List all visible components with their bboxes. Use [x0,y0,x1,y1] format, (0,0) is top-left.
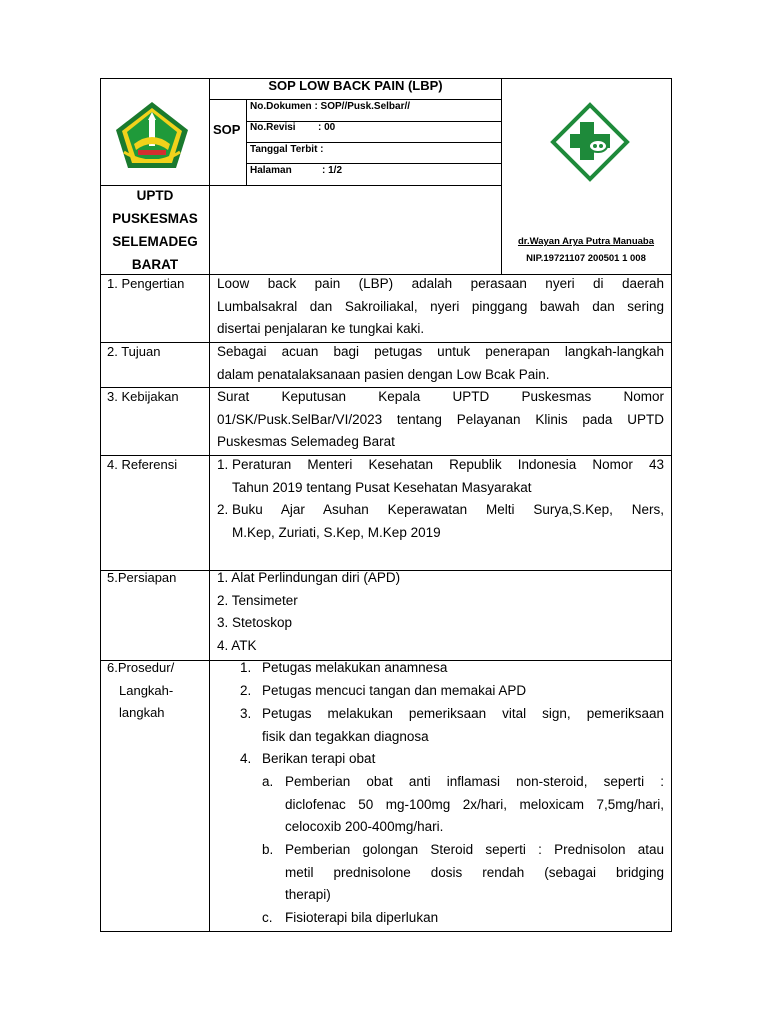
sop-label: SOP [213,122,241,137]
organization-name [100,184,210,276]
label-persiapan: 5.Persiapan [107,570,177,585]
label-line: Langkah- [119,682,174,698]
signer-nip: NIP.19721107 200501 1 008 [526,253,646,264]
puskesmas-logo [550,102,630,182]
text-line: Petugas melakukan anamnesa [262,660,448,675]
list-item: 3. Stetoskop [217,615,293,630]
halaman-value: : 1/2 [322,165,343,176]
substep-c [285,907,664,930]
halaman-label: Halaman [250,165,292,176]
table-border-bottom [100,931,672,932]
text-line: Lumbalsakral dan Sakroiliakal, nyeri pinggang bawah dan sering [217,298,664,314]
step-2 [262,680,664,703]
label-line: 6.Prosedur/ [107,660,175,675]
text-line: Petugas melakukan pemeriksaan vital sign, pemeriksaan [262,706,664,721]
text-line: dalam penatalaksanaan pasien dengan Low Bcak Pain. [217,366,550,382]
no-dokumen: No.Dokumen : SOP//Pusk.Selbar// [250,101,411,112]
no-revisi-value: : 00 [318,122,336,133]
list-item: 4. ATK [217,637,257,653]
referensi-num-2: 2. [217,502,229,517]
label-kebijakan: 3. Kebijakan [107,389,179,404]
step-4 [262,748,664,771]
label-prosedur [107,657,174,725]
text-line: therapi) [285,887,331,902]
table-border-right [671,78,672,932]
step-1 [262,657,664,680]
step-num-1: 1. [240,660,252,675]
text-pengertian [217,273,664,341]
title-underline [209,99,502,100]
label-pengertian: 1. Pengertian [107,276,185,291]
text-line: fisik dan tegakkan diagnosa [262,728,429,744]
tanggal-terbit: Tanggal Terbit : [250,144,324,155]
org-line: SELEMADEG [112,234,198,249]
meta-row-line-3 [246,163,502,164]
label-tujuan: 2. Tujuan [107,344,161,359]
step-num-3: 3. [240,706,252,721]
org-line: PUSKESMAS [112,211,198,226]
text-line: Loow back pain (LBP) adalah perasaan nyeri di daerah [217,276,664,291]
text-line: Tahun 2019 tentang Pusat Kesehatan Masyarakat [232,479,532,495]
step-num-2: 2. [240,683,252,698]
text-line: metil prednisolone dosis rendah (sebagai bridging [285,864,664,880]
text-line: Surat Keputusan Kepala UPTD Puskesmas Nomor [217,389,664,404]
step-num-4: 4. [240,751,252,766]
text-line: Peraturan Menteri Kesehatan Republik Indonesia Nomor 43 [232,457,664,472]
text-line: Berikan terapi obat [262,751,376,766]
substep-num-c: c. [262,910,273,925]
meta-row-line-2 [246,142,502,143]
no-revisi-label: No.Revisi [250,122,296,133]
text-line: diclofenac 50 mg-100mg 2x/hari, meloxicam 7,5mg/hari, [285,796,664,812]
label-referensi: 4. Referensi [107,457,178,472]
text-line: Puskesmas Selemadeg Barat [217,434,395,449]
org-line: UPTD [136,188,174,203]
substep-b [285,839,664,907]
text-kebijakan [217,386,664,454]
text-line: Petugas mencuci tangan dan memakai APD [262,683,527,698]
referensi-num-1: 1. [217,457,229,472]
text-line: celocoxib 200-400mg/hari. [285,819,444,834]
text-line: Pemberian golongan Steroid seperti : Prednisolon atau [285,842,664,857]
list-persiapan [217,567,664,657]
list-item: 2. Tensimeter [217,592,298,608]
org-line: BARAT [131,257,179,272]
text-line: Pemberian obat anti inflamasi non-steroid, seperti : [285,774,664,789]
substep-num-a: a. [262,774,274,789]
text-line: Fisioterapi bila diperlukan [285,910,439,925]
document-title: SOP LOW BACK PAIN (LBP) [268,78,443,93]
text-line: Sebagai acuan bagi petugas untuk penerapan langkah-langkah [217,344,664,359]
text-line: Buku Ajar Asuhan Keperawatan Melti Surya,S.Kep, Ners, [232,502,664,517]
referensi-item-2 [232,499,664,544]
government-logo [110,100,194,170]
referensi-item-1 [232,454,664,499]
text-line: disertai penjalaran ke tungkai kaki. [217,321,425,336]
substep-a [285,771,664,839]
signer-name: dr.Wayan Arya Putra Manuaba [517,236,655,247]
text-line: M.Kep, Zuriati, S.Kep, M.Kep 2019 [232,524,441,540]
text-tujuan [217,341,664,386]
step-3 [262,703,664,748]
text-line: 01/SK/Pusk.SelBar/VI/2023 tentang Pelayanan Klinis pada UPTD [217,411,664,427]
label-line: langkah [119,705,165,720]
list-item: 1. Alat Perlindungan diri (APD) [217,570,401,585]
substep-num-b: b. [262,842,274,857]
